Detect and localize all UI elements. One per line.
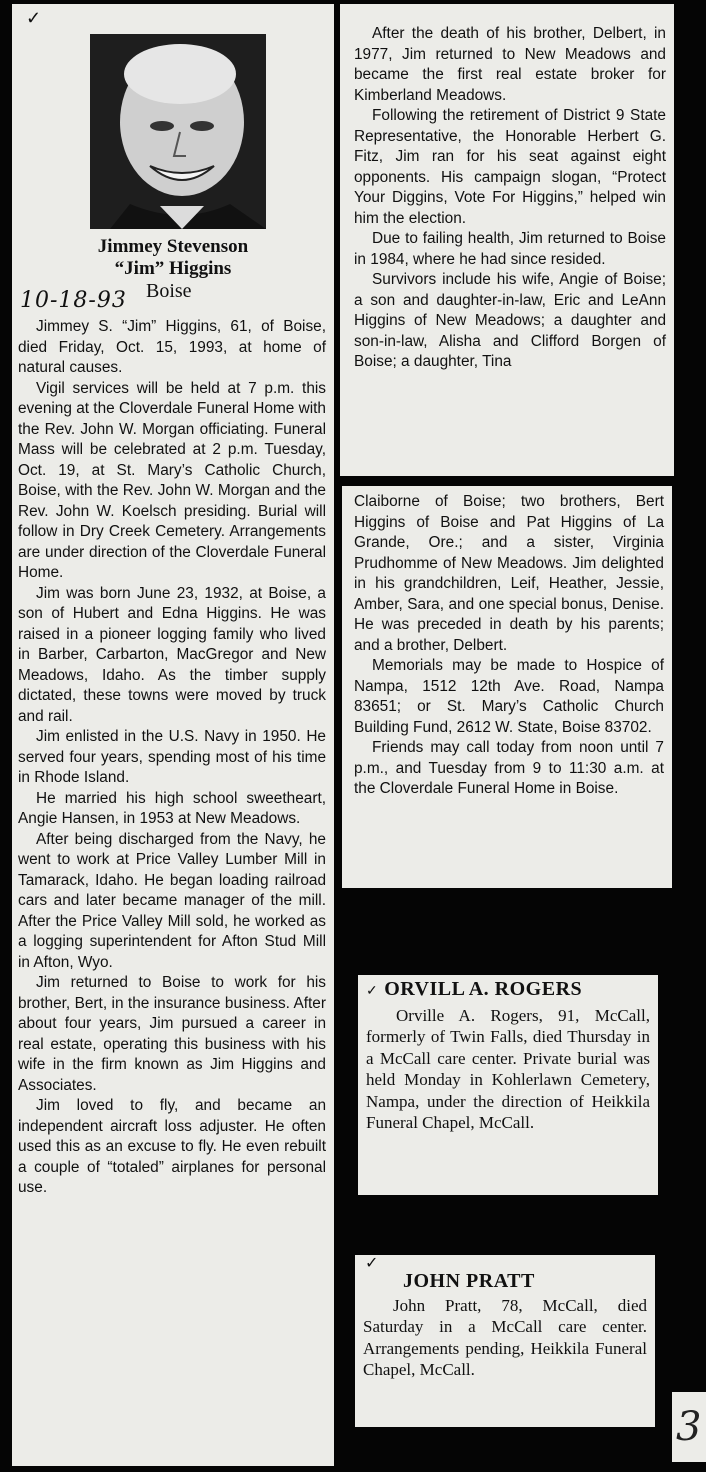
paragraph: Vigil services will be held at 7 p.m. this evening at the Cloverdale Funeral Home with the Rev. John W. Morgan officiating. Funeral Mass will be celebrated at 2 p.m. Tuesday, Oct. 19, at St. Mary’s Catholic Church, Boise, with the Rev. John W. Morgan and the Rev. John W. Koelsch presiding. Burial will follow in Dry Creek Cemetery. Arrangements are under direction of the Cloverdale Funeral Home. — [18, 379, 326, 581]
paragraph: After being discharged from the Navy, he went to work at Price Valley Lumber Mill in Tamarack, Idaho. He began loading railroad cars and later became manager of the mill. After the Price Valley Mill sold, he worked as a logging superintendent for Afton Stud Mill in Afton, Wyo. — [18, 830, 326, 971]
paragraph: Claiborne of Boise; two brothers, Bert Higgins of Boise and Pat Higgins of La Grande, Ore.; and a sister, Virginia Prudhomme of New Meadows. Jim delighted in his grandchildren, Leif, Heather, Jessie, Amber, Sara, and one special bonus, Denise. He was preceded in death by his parents; and a brother, Delbert. — [354, 493, 664, 654]
paragraph: Friends may call today from noon until 7 p.m., and Tuesday from 9 to 11:30 a.m. at the Cloverdale Funeral Home in Boise. — [354, 739, 664, 797]
paragraph: Survivors include his wife, Angie of Boise; a son and daughter-in-law, Eric and LeAnn Higgins of New Meadows; a daughter and son-in-law, Alisha and Clifford Borgen of Boise; a daughter, Tina — [354, 271, 666, 370]
paragraph: Jim returned to Boise to work for his brother, Bert, in the insurance business. After about four years, Jim pursued a career in real estate, operating this business with his wife in the firm known as Jim Higgins and Associates. — [18, 974, 326, 1094]
decedent-name-line2: “Jim” Higgins — [114, 258, 232, 279]
paragraph: He married his high school sweetheart, Angie Hansen, in 1953 at New Meadows. — [18, 789, 326, 827]
decedent-name-line1: Jimmey Stevenson — [97, 236, 249, 257]
obituary-clipping-higgins-col3 — [342, 486, 672, 888]
obituary-clipping-rogers — [358, 975, 658, 1195]
check-mark: ✓ — [26, 8, 42, 28]
pratt-body: John Pratt, 78, McCall, died Saturday in a McCall care center. Arrangements pending, Heikkila Funeral Chapel, McCall. — [363, 1295, 647, 1379]
paragraph: Memorials may be made to Hospice of Nampa, 1512 12th Ave. Road, Nampa 83651; or St. Mary’s Catholic Church Building Fund, 2612 W. State, Boise 83702. — [354, 657, 664, 736]
paragraph: Jim enlisted in the U.S. Navy in 1950. He served four years, spending most of his time in Rhode Island. — [18, 728, 326, 786]
paragraph: Jim was born June 23, 1932, at Boise, a son of Hubert and Edna Higgins. He was raised in a pioneer logging family who lived in Barber, Carbarton, MacGregor and New Meadows, Idaho. As the timber supply dictated, these towns were moved by truck and rail. — [18, 584, 326, 725]
obituary-column-2 — [354, 24, 666, 373]
dateline-city: Boise — [146, 280, 192, 302]
portrait-illustration — [90, 34, 266, 229]
paragraph: Following the retirement of District 9 State Representative, the Honorable Herbert G. Fitz, Jim ran for his seat against eight opponents. His campaign slogan, “Protect Your Diggins, Vote For Higgins,” helped win him the election. — [354, 107, 666, 227]
obituary-clipping-higgins-col1 — [12, 4, 334, 1466]
paragraph: Jim loved to fly, and became an independent aircraft loss adjuster. He often used this as an excuse to fly. He even rebuilt a couple of “totaled” airplanes for personal use. — [18, 1097, 326, 1196]
rogers-body: Orville A. Rogers, 91, McCall, formerly of Twin Falls, died Thursday in a McCall care center. Private burial was held Monday in Kohlerlawn Cemetery, Nampa, under the direction of Heikkila Funeral Chapel, McCall. — [366, 1005, 650, 1132]
paragraph: After the death of his brother, Delbert, in 1977, Jim returned to New Meadows and became the first real estate broker for Kimberland Meadows. — [354, 25, 666, 104]
paragraph: Due to failing health, Jim returned to Boise in 1984, where he had since resided. — [354, 230, 666, 268]
obituary-column-1 — [18, 317, 326, 1199]
pratt-obituary-text — [363, 1271, 647, 1381]
rogers-obituary-text — [366, 979, 650, 1134]
page-number: 3 — [672, 1392, 706, 1462]
handwritten-date: 10-18-93 — [20, 288, 127, 313]
obituary-clipping-higgins-col2 — [340, 4, 674, 476]
check-mark: ✓ — [365, 1255, 379, 1272]
pratt-title: JOHN PRATT — [403, 1270, 535, 1292]
obituary-column-3 — [354, 492, 664, 800]
rogers-title — [366, 979, 650, 1003]
rogers-title-text: ORVILL A. ROGERS — [384, 978, 583, 1000]
check-mark: ✓ — [366, 984, 379, 999]
paragraph: Jimmey S. “Jim” Higgins, 61, of Boise, died Friday, Oct. 15, 1993, at home of natural causes. — [18, 318, 326, 376]
obituary-clipping-pratt — [355, 1255, 655, 1427]
portrait-photo — [90, 34, 266, 229]
